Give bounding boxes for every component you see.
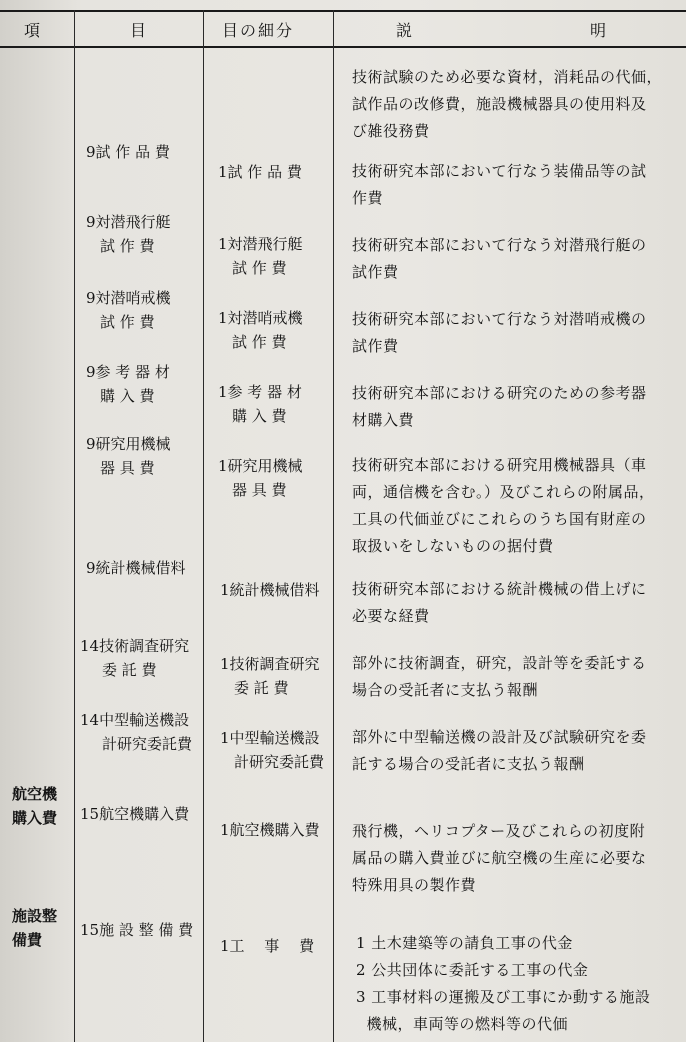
column-divider-3 bbox=[333, 10, 334, 1042]
column-divider-2 bbox=[203, 10, 204, 1042]
table-row-8-moku: 14中型輸送機設 計研究委託費 bbox=[80, 711, 193, 753]
table-row-6-saibun: 1統計機械借料 bbox=[220, 581, 320, 599]
table-row-10-moku: 15施 設 整 備 費 bbox=[80, 921, 194, 939]
table-row-2-moku: 9対潜飛行艇 試 作 費 bbox=[86, 213, 171, 255]
header-setsu: 説 bbox=[396, 21, 415, 40]
table-row-2-saibun: 1対潜飛行艇 試 作 費 bbox=[218, 235, 303, 277]
table-row-10-kou: 施設整 備費 bbox=[12, 907, 58, 949]
table-row-3-saibun: 1対潜哨戒機 試 作 費 bbox=[218, 309, 303, 351]
table-row-1-description: 技術研究本部において行なう装備品等の試 作費 bbox=[352, 162, 647, 207]
table-row-6-moku: 9統計機械借料 bbox=[86, 559, 186, 577]
table-row-1-saibun: 1試 作 品 費 bbox=[218, 163, 302, 181]
table-row-7-description: 部外に技術調査，研究，設計等を委託する 場合の受託者に支払う報酬 bbox=[352, 654, 647, 699]
table-row-9-kou: 航空機 購入費 bbox=[12, 785, 58, 827]
table-row-9-moku: 15航空機購入費 bbox=[80, 805, 190, 823]
table-row-3-moku: 9対潜哨戒機 試 作 費 bbox=[86, 289, 171, 331]
table-row-7-moku: 14技術調査研究 委 託 費 bbox=[80, 637, 190, 679]
table-row-4-saibun: 1参 考 器 材 購 入 費 bbox=[218, 383, 302, 425]
table-row-2-description: 技術研究本部において行なう対潜飛行艇の 試作費 bbox=[352, 236, 647, 281]
table-row-8-description: 部外に中型輸送機の設計及び試験研究を委 託する場合の受託者に支払う報酬 bbox=[352, 728, 647, 773]
table-row-5-description: 技術研究本部における研究用機械器具（車 両，通信機を含む。）及びこれらの附属品， 工具の代価並びにこれらのうち国有財産の 取扱いをしないものの据付費 bbox=[352, 456, 655, 555]
header-kou: 項 bbox=[24, 21, 43, 40]
table-row-5-moku: 9研究用機械 器 具 費 bbox=[86, 435, 171, 477]
table-top-rule bbox=[0, 10, 686, 12]
table-row-9-description: 飛行機，ヘリコプター及びこれらの初度附 属品の購入費並びに航空機の生産に必要な 特殊用具の製作費 bbox=[352, 822, 647, 894]
table-row-1-moku: 9試 作 品 費 bbox=[86, 143, 170, 161]
table-row-4-moku: 9参 考 器 材 購 入 費 bbox=[86, 363, 170, 405]
table-row-5-saibun: 1研究用機械 器 具 費 bbox=[218, 457, 303, 499]
table-row-9-saibun: 1航空機購入費 bbox=[220, 821, 320, 839]
table-row-10-description: 1 土木建築等の請負工事の代金 2 公共団体に委託する工事の代金 3 工事材料の運搬及び工事にか動する施設 機械，車両等の燃料等の代価 bbox=[356, 934, 651, 1033]
header-mei: 明 bbox=[590, 21, 609, 40]
column-divider-1 bbox=[74, 10, 75, 1042]
header-saibun: 目の細分 bbox=[222, 21, 295, 40]
header-moku: 目 bbox=[130, 21, 149, 40]
table-row-10-saibun: 1工 事 費 bbox=[220, 937, 315, 955]
table-row-7-saibun: 1技術調査研究 委 託 費 bbox=[220, 655, 320, 697]
table-row-4-description: 技術研究本部における研究のための参考器 材購入費 bbox=[352, 384, 647, 429]
table-header-rule bbox=[0, 46, 686, 48]
table-row-8-saibun: 1中型輸送機設 計研究委託費 bbox=[220, 729, 325, 771]
table-row-0-description: 技術試験のため必要な資材，消耗品の代価， 試作品の改修費，施設機械器具の使用料及 び雑役務費 bbox=[352, 68, 663, 140]
table-row-3-description: 技術研究本部において行なう対潜哨戒機の 試作費 bbox=[352, 310, 647, 355]
table-row-6-description: 技術研究本部における統計機械の借上げに 必要な経費 bbox=[352, 580, 647, 625]
